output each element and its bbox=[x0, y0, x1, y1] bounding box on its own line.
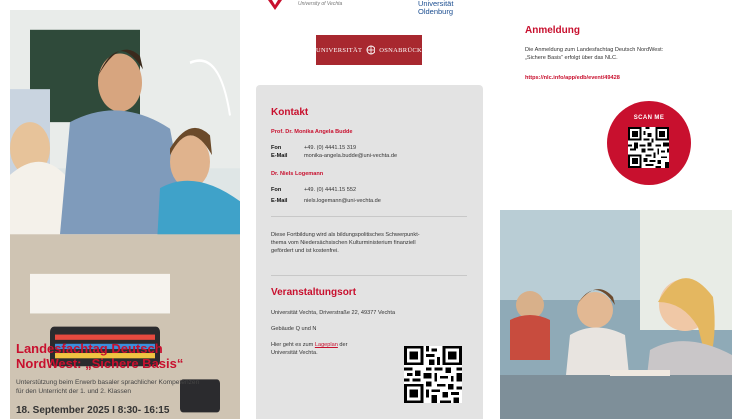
registration-qr-code[interactable] bbox=[628, 127, 669, 168]
event-date: 18. September 2025 I 8:30- 16:15 bbox=[16, 405, 170, 416]
hero-title-line1: Landesfachtag Deutsch bbox=[16, 341, 163, 356]
kontakt-title: Kontakt bbox=[271, 107, 309, 118]
vechta-mark-icon bbox=[268, 0, 282, 10]
fon-label-1: Fon bbox=[271, 145, 282, 151]
wheel-crest-icon bbox=[366, 44, 375, 56]
hero-title-line2: NordWest: „Sichere Basis“ bbox=[16, 356, 184, 371]
funding-note-line2: thema vom Niedersächsischen Kulturministerium finanziell bbox=[271, 240, 416, 246]
fon-label-2: Fon bbox=[271, 187, 282, 193]
venue-building: Gebäude Q und N bbox=[271, 326, 317, 332]
osnabrueck-logo bbox=[316, 35, 422, 65]
oldenburg-line2: Oldenburg bbox=[418, 7, 454, 16]
venue-plan-text bbox=[271, 341, 396, 357]
fon-value-2: +49. (0) 4441.15 552 bbox=[304, 187, 357, 193]
hero-subtitle bbox=[16, 378, 230, 396]
hero-title bbox=[16, 341, 230, 371]
mail-label-1: E-Mail bbox=[271, 153, 288, 159]
funding-note-line3: gefördert und ist kostenfrei. bbox=[271, 248, 339, 254]
venue-address: Universität Vechta, Driverstraße 22, 49377 Vechta bbox=[271, 310, 396, 316]
lageplan-qr-code[interactable] bbox=[404, 346, 462, 403]
osnabrueck-left-text: UNIVERSITÄT bbox=[316, 46, 363, 54]
funding-note bbox=[271, 231, 476, 255]
osnabrueck-right-text: OSNABRÜCK bbox=[379, 46, 422, 54]
vechta-logo-text: University of Vechta bbox=[298, 1, 343, 7]
contact-name-1: Prof. Dr. Monika Angela Budde bbox=[271, 129, 353, 135]
scan-me-label: SCAN ME bbox=[633, 115, 665, 121]
venue-divider bbox=[271, 275, 467, 276]
anmeldung-text-line2: „Sichere Basis“ erfolgt über das NLC. bbox=[525, 55, 618, 61]
contact-name-2: Dr. Niels Logemann bbox=[271, 171, 324, 177]
lageplan-link[interactable]: Lageplan bbox=[314, 342, 338, 348]
oldenburg-logo bbox=[418, 0, 478, 22]
plan-line2: Universität Vechta. bbox=[271, 350, 318, 356]
fon-value-1: +49. (0) 4441.15 319 bbox=[304, 145, 357, 151]
mail-link-2[interactable]: niels.logemann@uni-vechta.de bbox=[304, 198, 381, 204]
registration-link[interactable]: https://nlc.info/app/edb/event/49428 bbox=[525, 75, 620, 81]
anmeldung-title: Anmeldung bbox=[525, 25, 580, 36]
classroom-children-photo bbox=[500, 210, 732, 419]
oldenburg-line1: Universität bbox=[418, 0, 454, 8]
hero-subtitle-line2: für den Unterricht der 1. und 2. Klassen bbox=[16, 388, 132, 395]
venue-title: Veranstaltungsort bbox=[271, 287, 357, 298]
plan-pre-text: Hier geht es zum bbox=[271, 342, 315, 348]
plan-post-text: der bbox=[337, 342, 348, 348]
hero-subtitle-line1: Unterstützung beim Erwerb basaler sprachlicher Kompetenzen bbox=[16, 379, 200, 386]
anmeldung-text-line1: Die Anmeldung zum Landesfachtag Deutsch NordWest: bbox=[525, 47, 664, 53]
contact-divider bbox=[271, 216, 467, 217]
vechta-logo bbox=[268, 0, 368, 14]
anmeldung-text bbox=[525, 46, 725, 62]
mail-label-2: E-Mail bbox=[271, 198, 288, 204]
funding-note-line1: Diese Fortbildung wird als bildungspolitisches Schwerpunkt- bbox=[271, 232, 420, 238]
mail-link-1[interactable]: monika-angela.budde@uni-vechta.de bbox=[304, 153, 398, 159]
